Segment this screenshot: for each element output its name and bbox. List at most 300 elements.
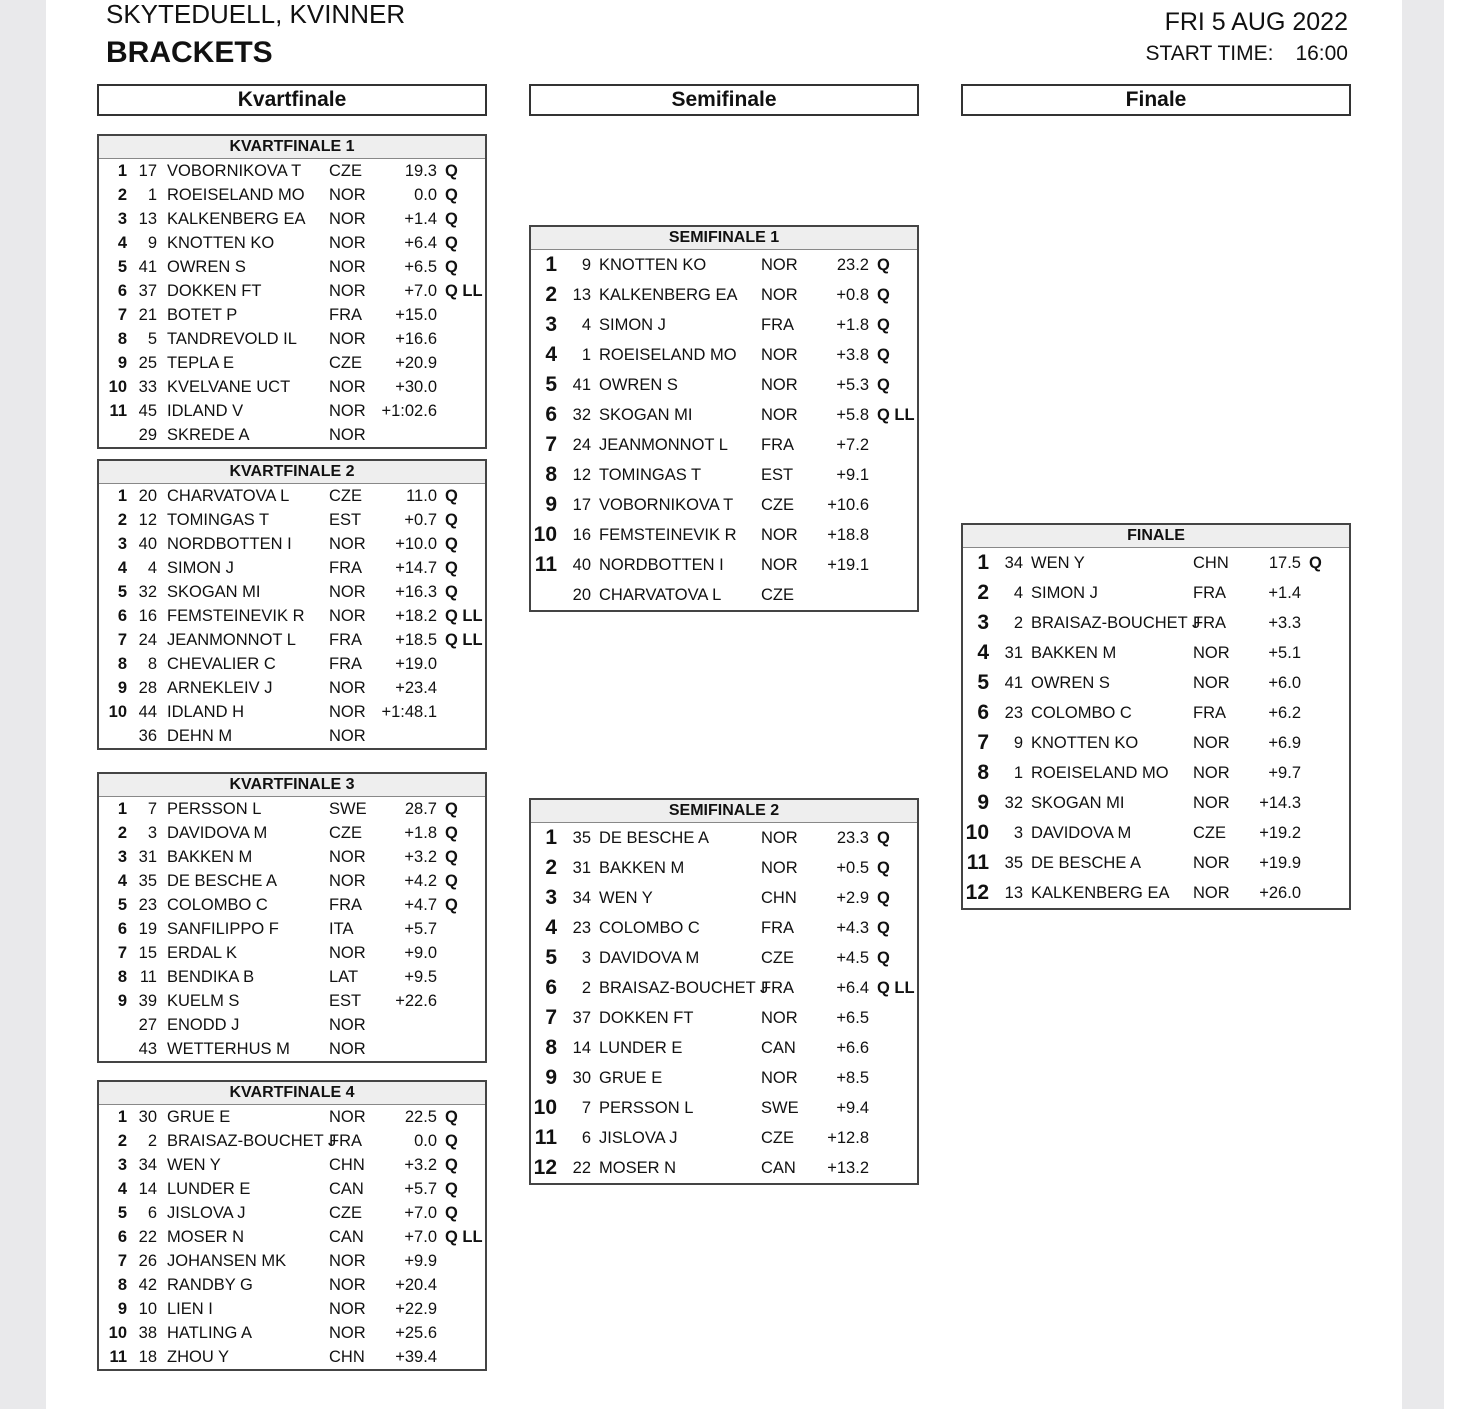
rank-cell: 9	[117, 1300, 127, 1318]
athlete-name: DAVIDOVA M	[599, 949, 700, 967]
athlete-name: JISLOVA J	[599, 1129, 678, 1147]
rank-cell: 3	[117, 535, 127, 553]
result-row	[99, 893, 485, 917]
bracket-title: SEMIFINALE 2	[531, 800, 917, 823]
nation-cell: FRA	[329, 896, 362, 914]
result-row	[99, 1321, 485, 1345]
rank-cell: 11	[966, 851, 989, 874]
bib-cell: 3	[147, 824, 157, 842]
start-time-label: START TIME:	[1145, 42, 1274, 65]
result-row	[99, 845, 485, 869]
rank-cell: 11	[534, 553, 557, 576]
result-row	[99, 676, 485, 700]
nation-cell: CAN	[761, 1039, 796, 1057]
rank-cell: 5	[117, 583, 127, 601]
qualification-flag: Q	[445, 559, 458, 577]
athlete-name: BOTET P	[167, 306, 238, 324]
result-row	[99, 869, 485, 893]
result-cell: +10.6	[827, 496, 869, 514]
rank-cell: 2	[117, 1132, 127, 1150]
nation-cell: FRA	[1193, 614, 1226, 632]
nation-cell: CZE	[1193, 824, 1226, 842]
result-row	[531, 490, 917, 520]
rank-cell: 8	[117, 330, 127, 348]
bib-cell: 41	[138, 258, 157, 276]
nation-cell: NOR	[329, 234, 366, 252]
rank-cell: 6	[545, 403, 557, 426]
qualification-flag: Q	[877, 286, 890, 304]
result-row	[99, 1105, 485, 1129]
result-row	[531, 1153, 917, 1183]
nation-cell: NOR	[329, 872, 366, 890]
bib-cell: 21	[138, 306, 157, 324]
result-cell: +20.4	[395, 1276, 437, 1294]
athlete-name: TOMINGAS T	[599, 466, 702, 484]
result-row	[531, 1003, 917, 1033]
athlete-name: FEMSTEINEVIK R	[599, 526, 737, 544]
result-cell: +5.8	[836, 406, 869, 424]
result-cell: +7.0	[404, 1204, 437, 1222]
bib-cell: 9	[1013, 734, 1023, 752]
nation-cell: NOR	[761, 346, 798, 364]
result-cell: +14.7	[395, 559, 437, 577]
qualification-flag: Q LL	[445, 631, 483, 649]
nation-cell: FRA	[329, 559, 362, 577]
qualification-flag: Q	[877, 919, 890, 937]
rank-cell: 7	[117, 944, 127, 962]
rank-cell: 10	[533, 1096, 557, 1119]
qualification-flag: Q	[877, 346, 890, 364]
result-row	[99, 303, 485, 327]
nation-cell: CZE	[329, 162, 362, 180]
bib-cell: 31	[572, 859, 591, 877]
result-row	[99, 989, 485, 1013]
rank-cell: 2	[117, 511, 127, 529]
qualification-flag: Q	[445, 1132, 458, 1150]
result-cell: +5.7	[404, 920, 437, 938]
rank-cell: 3	[117, 210, 127, 228]
result-row	[963, 788, 1349, 818]
rank-cell: 5	[117, 896, 127, 914]
nation-cell: NOR	[761, 376, 798, 394]
athlete-name: TEPLA E	[167, 354, 234, 372]
rank-cell: 5	[545, 946, 557, 969]
athlete-name: BRAISAZ-BOUCHET J	[599, 979, 769, 997]
athlete-name: LIEN I	[167, 1300, 213, 1318]
result-row	[531, 460, 917, 490]
athlete-name: OWREN S	[599, 376, 678, 394]
result-row	[531, 943, 917, 973]
rank-cell: 3	[545, 313, 557, 336]
result-row	[963, 818, 1349, 848]
bracket-title: KVARTFINALE 1	[99, 136, 485, 159]
nation-cell: NOR	[761, 286, 798, 304]
nation-cell: SWE	[329, 800, 367, 818]
rank-cell: 5	[117, 1204, 127, 1222]
rank-cell: 8	[117, 1276, 127, 1294]
qualification-flag: Q	[445, 487, 458, 505]
athlete-name: KNOTTEN KO	[599, 256, 707, 274]
athlete-name: GRUE E	[167, 1108, 231, 1126]
athlete-name: ROEISELAND MO	[1031, 764, 1169, 782]
bib-cell: 19	[138, 920, 157, 938]
result-cell: +6.5	[404, 258, 437, 276]
rank-cell: 7	[117, 631, 127, 649]
start-time-line	[1145, 42, 1348, 66]
bib-cell: 39	[138, 992, 157, 1010]
qualification-flag: Q	[445, 1180, 458, 1198]
bib-cell: 20	[572, 586, 591, 604]
bib-cell: 44	[138, 703, 157, 721]
athlete-name: KUELM S	[167, 992, 240, 1010]
bracket-box-kvartfinale-3	[97, 772, 487, 1063]
result-row	[531, 430, 917, 460]
nation-cell: NOR	[761, 1069, 798, 1087]
bracket-box-kvartfinale-2	[97, 459, 487, 750]
result-cell: +6.5	[836, 1009, 869, 1027]
athlete-name: IDLAND V	[167, 402, 244, 420]
bib-cell: 24	[572, 436, 591, 454]
nation-cell: FRA	[329, 1132, 362, 1150]
bib-cell: 13	[1004, 884, 1023, 902]
qualification-flag: Q	[445, 186, 458, 204]
bib-cell: 29	[138, 426, 157, 444]
athlete-name: COLOMBO C	[599, 919, 700, 937]
result-row	[963, 758, 1349, 788]
nation-cell: NOR	[329, 727, 366, 745]
bib-cell: 7	[581, 1099, 591, 1117]
rank-cell: 1	[117, 1108, 127, 1126]
athlete-name: KALKENBERG EA	[1031, 884, 1170, 902]
result-row	[531, 1093, 917, 1123]
rank-cell: 7	[117, 1252, 127, 1270]
rank-cell: 9	[545, 1066, 557, 1089]
bib-cell: 32	[572, 406, 591, 424]
result-cell: +9.5	[404, 968, 437, 986]
rank-cell: 10	[108, 378, 127, 396]
athlete-name: CHARVATOVA L	[167, 487, 290, 505]
result-row	[99, 279, 485, 303]
athlete-name: ARNEKLEIV J	[167, 679, 273, 697]
bib-cell: 35	[1004, 854, 1023, 872]
athlete-name: BRAISAZ-BOUCHET J	[1031, 614, 1201, 632]
bib-cell: 40	[572, 556, 591, 574]
nation-cell: SWE	[761, 1099, 799, 1117]
athlete-name: DE BESCHE A	[1031, 854, 1142, 872]
bib-cell: 27	[138, 1016, 157, 1034]
rank-cell: 1	[977, 551, 989, 574]
qualification-flag: Q LL	[877, 406, 915, 424]
bib-cell: 14	[572, 1039, 591, 1057]
athlete-name: ROEISELAND MO	[167, 186, 305, 204]
result-cell: +6.2	[1268, 704, 1301, 722]
qualification-flag: Q LL	[445, 1228, 483, 1246]
rank-cell: 3	[117, 1156, 127, 1174]
column-header-kvartfinale: Kvartfinale	[97, 84, 487, 116]
nation-cell: LAT	[329, 968, 359, 986]
nation-cell: NOR	[329, 848, 366, 866]
result-cell: +22.9	[395, 1300, 437, 1318]
bracket-box-semifinale-2	[529, 798, 919, 1185]
result-row	[531, 310, 917, 340]
bracket-box-semifinale-1	[529, 225, 919, 612]
bib-cell: 1	[147, 186, 157, 204]
result-row	[99, 231, 485, 255]
athlete-name: TOMINGAS T	[167, 511, 270, 529]
result-row	[99, 508, 485, 532]
nation-cell: NOR	[329, 1300, 366, 1318]
athlete-name: VOBORNIKOVA T	[599, 496, 734, 514]
rank-cell: 1	[117, 800, 127, 818]
result-cell: +9.1	[836, 466, 869, 484]
result-row	[531, 1033, 917, 1063]
bib-cell: 30	[572, 1069, 591, 1087]
athlete-name: WEN Y	[1031, 554, 1085, 572]
rank-cell: 8	[545, 1036, 557, 1059]
result-cell: +8.5	[836, 1069, 869, 1087]
result-cell: +20.9	[395, 354, 437, 372]
athlete-name: DAVIDOVA M	[167, 824, 268, 842]
bib-cell: 17	[572, 496, 591, 514]
result-row	[99, 1153, 485, 1177]
athlete-name: BRAISAZ-BOUCHET J	[167, 1132, 337, 1150]
rank-cell: 4	[545, 916, 557, 939]
nation-cell: NOR	[1193, 674, 1230, 692]
athlete-name: PERSSON L	[599, 1099, 694, 1117]
athlete-name: JISLOVA J	[167, 1204, 246, 1222]
result-cell: +18.8	[827, 526, 869, 544]
rank-cell: 10	[108, 1324, 127, 1342]
result-cell: +9.7	[1268, 764, 1301, 782]
bib-cell: 1	[581, 346, 591, 364]
bib-cell: 4	[147, 559, 157, 577]
athlete-name: KALKENBERG EA	[599, 286, 738, 304]
result-cell: +9.9	[404, 1252, 437, 1270]
nation-cell: NOR	[1193, 854, 1230, 872]
nation-cell: CZE	[761, 496, 794, 514]
bib-cell: 20	[138, 487, 157, 505]
bib-cell: 31	[1004, 644, 1023, 662]
result-row	[963, 638, 1349, 668]
nation-cell: CZE	[329, 354, 362, 372]
qualification-flag: Q LL	[445, 282, 483, 300]
result-cell: +22.6	[395, 992, 437, 1010]
bib-cell: 4	[581, 316, 591, 334]
rank-cell: 5	[977, 671, 989, 694]
qualification-flag: Q	[445, 848, 458, 866]
nation-cell: FRA	[1193, 584, 1226, 602]
nation-cell: EST	[329, 511, 362, 529]
athlete-name: DE BESCHE A	[599, 829, 710, 847]
nation-cell: NOR	[1193, 644, 1230, 662]
rank-cell: 2	[977, 581, 989, 604]
nation-cell: CAN	[329, 1180, 364, 1198]
result-cell: 19.3	[404, 162, 437, 180]
rank-cell: 9	[545, 493, 557, 516]
athlete-name: JEANMONNOT L	[167, 631, 296, 649]
athlete-name: MOSER N	[167, 1228, 245, 1246]
result-row	[99, 327, 485, 351]
qualification-flag: Q	[445, 1204, 458, 1222]
nation-cell: CAN	[329, 1228, 364, 1246]
bracket-title: KVARTFINALE 2	[99, 461, 485, 484]
bracket-title: KVARTFINALE 4	[99, 1082, 485, 1105]
result-cell: +5.3	[836, 376, 869, 394]
bib-cell: 5	[147, 330, 157, 348]
bib-cell: 12	[572, 466, 591, 484]
rank-cell: 1	[545, 826, 557, 849]
qualification-flag: Q	[1309, 554, 1322, 572]
result-row	[99, 1201, 485, 1225]
nation-cell: NOR	[329, 1324, 366, 1342]
result-cell: +5.7	[404, 1180, 437, 1198]
nation-cell: CHN	[329, 1348, 365, 1366]
nation-cell: NOR	[329, 607, 366, 625]
rank-cell: 4	[977, 641, 989, 664]
athlete-name: DAVIDOVA M	[1031, 824, 1132, 842]
athlete-name: DEHN M	[167, 727, 233, 745]
nation-cell: NOR	[329, 402, 366, 420]
athlete-name: SIMON J	[1031, 584, 1098, 602]
athlete-name: WEN Y	[167, 1156, 221, 1174]
bib-cell: 22	[572, 1159, 591, 1177]
result-row	[963, 548, 1349, 578]
bib-cell: 42	[138, 1276, 157, 1294]
result-row	[531, 1123, 917, 1153]
result-cell: +6.0	[1268, 674, 1301, 692]
result-row	[99, 1037, 485, 1061]
result-row	[99, 917, 485, 941]
nation-cell: FRA	[329, 306, 362, 324]
bib-cell: 37	[138, 282, 157, 300]
result-row	[99, 375, 485, 399]
rank-cell: 4	[545, 343, 557, 366]
result-cell: +18.5	[395, 631, 437, 649]
nation-cell: NOR	[329, 1108, 366, 1126]
athlete-name: SANFILIPPO F	[167, 920, 279, 938]
athlete-name: SIMON J	[167, 559, 234, 577]
result-cell: +1.4	[1268, 584, 1301, 602]
result-row	[99, 532, 485, 556]
result-cell: +7.2	[836, 436, 869, 454]
nation-cell: NOR	[329, 535, 366, 553]
athlete-name: BAKKEN M	[599, 859, 685, 877]
athlete-name: OWREN S	[1031, 674, 1110, 692]
result-row	[531, 973, 917, 1003]
qualification-flag: Q	[877, 316, 890, 334]
bib-cell: 2	[581, 979, 591, 997]
bracket-box-kvartfinale-1	[97, 134, 487, 449]
athlete-name: SKOGAN MI	[599, 406, 693, 424]
result-row	[99, 1013, 485, 1037]
result-cell: +39.4	[395, 1348, 437, 1366]
result-row	[99, 1129, 485, 1153]
nation-cell: ITA	[329, 920, 354, 938]
bib-cell: 43	[138, 1040, 157, 1058]
rank-cell: 1	[545, 253, 557, 276]
result-row	[531, 823, 917, 853]
qualification-flag: Q	[445, 872, 458, 890]
athlete-name: LUNDER E	[167, 1180, 251, 1198]
bracket-box-kvartfinale-4	[97, 1080, 487, 1371]
athlete-name: BAKKEN M	[1031, 644, 1117, 662]
bib-cell: 18	[138, 1348, 157, 1366]
bib-cell: 34	[1004, 554, 1023, 572]
athlete-name: IDLAND H	[167, 703, 245, 721]
result-row	[531, 250, 917, 280]
bib-cell: 23	[138, 896, 157, 914]
rank-cell: 10	[108, 703, 127, 721]
bib-cell: 14	[138, 1180, 157, 1198]
athlete-name: ROEISELAND MO	[599, 346, 737, 364]
result-row	[963, 668, 1349, 698]
nation-cell: NOR	[761, 829, 798, 847]
rank-cell: 6	[117, 607, 127, 625]
bib-cell: 37	[572, 1009, 591, 1027]
athlete-name: OWREN S	[167, 258, 246, 276]
rank-cell: 4	[117, 872, 127, 890]
result-cell: +15.0	[395, 306, 437, 324]
nation-cell: NOR	[761, 256, 798, 274]
athlete-name: LUNDER E	[599, 1039, 683, 1057]
bib-cell: 9	[581, 256, 591, 274]
result-cell: +1:48.1	[381, 703, 437, 721]
result-cell: +12.8	[827, 1129, 869, 1147]
rank-cell: 5	[545, 373, 557, 396]
rank-cell: 11	[534, 1126, 557, 1149]
qualification-flag: Q	[877, 889, 890, 907]
nation-cell: CZE	[761, 586, 794, 604]
result-row	[531, 550, 917, 580]
result-row	[531, 340, 917, 370]
athlete-name: KVELVANE UCT	[167, 378, 291, 396]
athlete-name: SKOGAN MI	[1031, 794, 1125, 812]
nation-cell: NOR	[329, 1252, 366, 1270]
result-cell: +6.6	[836, 1039, 869, 1057]
nation-cell: NOR	[1193, 734, 1230, 752]
result-cell: +2.9	[836, 889, 869, 907]
qualification-flag: Q	[445, 210, 458, 228]
result-row	[99, 1177, 485, 1201]
rank-cell: 2	[117, 186, 127, 204]
athlete-name: JOHANSEN MK	[167, 1252, 287, 1270]
bib-cell: 16	[138, 607, 157, 625]
result-row	[531, 883, 917, 913]
result-row	[99, 484, 485, 508]
nation-cell: CAN	[761, 1159, 796, 1177]
bib-cell: 30	[138, 1108, 157, 1126]
nation-cell: NOR	[329, 1016, 366, 1034]
nation-cell: NOR	[329, 282, 366, 300]
result-cell: +25.6	[395, 1324, 437, 1342]
bib-cell: 25	[138, 354, 157, 372]
athlete-name: KNOTTEN KO	[167, 234, 275, 252]
bib-cell: 13	[572, 286, 591, 304]
rank-cell: 10	[533, 523, 557, 546]
athlete-name: SKREDE A	[167, 426, 250, 444]
qualification-flag: Q	[877, 256, 890, 274]
result-row	[963, 698, 1349, 728]
bib-cell: 2	[1013, 614, 1023, 632]
result-cell: +4.3	[836, 919, 869, 937]
bracket-title: KVARTFINALE 3	[99, 774, 485, 797]
athlete-name: GRUE E	[599, 1069, 663, 1087]
rank-cell: 6	[117, 920, 127, 938]
bib-cell: 9	[147, 234, 157, 252]
bib-cell: 36	[138, 727, 157, 745]
rank-cell: 9	[117, 679, 127, 697]
result-cell: +3.2	[404, 1156, 437, 1174]
